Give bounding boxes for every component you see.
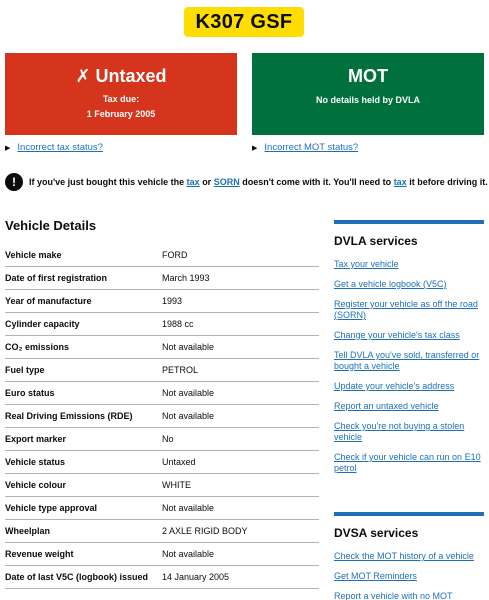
service-link[interactable]: Register your vehicle as off the road (SORN) xyxy=(334,299,478,320)
warning-text-part: doesn't come with it. You'll need to xyxy=(239,177,394,187)
row-label: Cylinder capacity xyxy=(5,319,80,329)
tax-status-panel xyxy=(5,53,237,135)
table-row xyxy=(5,313,319,336)
table-row xyxy=(5,382,319,405)
service-link[interactable]: Get a vehicle logbook (V5C) xyxy=(334,279,447,289)
row-label: Euro status xyxy=(5,388,55,398)
service-link[interactable]: Check you're not buying a stolen vehicle xyxy=(334,421,465,442)
warning-text-part: or xyxy=(199,177,214,187)
row-label: Real Driving Emissions (RDE) xyxy=(5,411,133,421)
dvsa-services-list xyxy=(334,551,484,600)
row-label: Date of last V5C (logbook) issued xyxy=(5,572,149,582)
incorrect-tax-toggle[interactable] xyxy=(5,142,103,153)
row-label: Vehicle make xyxy=(5,250,62,260)
table-row xyxy=(5,543,319,566)
row-value: 1988 cc xyxy=(162,319,194,329)
vehicle-details-table xyxy=(5,244,319,589)
section-divider xyxy=(334,512,484,516)
warning-text-part: If you've just bought this vehicle the xyxy=(29,177,187,187)
row-value: Not available xyxy=(162,388,215,398)
warning-text-part: it before driving it. xyxy=(406,177,488,187)
table-row xyxy=(5,428,319,451)
service-link[interactable]: Check the MOT history of a vehicle xyxy=(334,551,474,561)
row-value: 14 January 2005 xyxy=(162,572,230,582)
table-row xyxy=(5,451,319,474)
table-row xyxy=(5,405,319,428)
triangle-right-icon: ▶ xyxy=(252,144,258,152)
service-link[interactable]: Check if your vehicle can run on E10 petrol xyxy=(334,452,481,473)
table-row xyxy=(5,290,319,313)
service-link[interactable]: Report an untaxed vehicle xyxy=(334,401,439,411)
dvla-services-sidebar xyxy=(334,220,484,483)
mot-status-text: No details held by DVLA xyxy=(315,95,420,105)
row-value: No xyxy=(162,434,174,444)
row-label: Vehicle status xyxy=(5,457,66,467)
tax-due-label: Tax due: xyxy=(102,94,140,104)
service-link[interactable]: Change your vehicle's tax class xyxy=(334,330,460,340)
row-label: Wheelplan xyxy=(5,526,51,536)
row-value: FORD xyxy=(162,250,188,260)
triangle-right-icon: ▶ xyxy=(5,144,11,152)
warning-text xyxy=(29,176,488,188)
section-divider xyxy=(334,220,484,224)
dvla-services-heading: DVLA services xyxy=(334,234,418,248)
row-value: Untaxed xyxy=(162,457,196,467)
dvsa-services-heading: DVSA services xyxy=(334,526,419,540)
service-link[interactable]: Tell DVLA you've sold, transferred or bought a vehicle xyxy=(334,350,480,371)
dvla-services-list xyxy=(334,259,484,474)
tax-link[interactable]: tax xyxy=(186,177,200,187)
row-label: Year of manufacture xyxy=(5,296,92,306)
tax-it-link[interactable]: tax xyxy=(393,177,407,187)
row-value: Not available xyxy=(162,549,215,559)
row-value: PETROL xyxy=(162,365,199,375)
row-label: CO₂ emissions xyxy=(5,342,70,352)
row-label: Vehicle type approval xyxy=(5,503,98,513)
warning-notice xyxy=(5,173,488,191)
mot-status-panel xyxy=(252,53,484,135)
row-value: Not available xyxy=(162,342,215,352)
table-row xyxy=(5,336,319,359)
table-row xyxy=(5,497,319,520)
table-row xyxy=(5,474,319,497)
incorrect-tax-link[interactable]: Incorrect tax status? xyxy=(17,142,103,153)
row-value: 1993 xyxy=(162,296,183,306)
service-link[interactable]: Get MOT Reminders xyxy=(334,571,417,581)
mot-status-title: MOT xyxy=(348,66,388,86)
row-value: 2 AXLE RIGID BODY xyxy=(162,526,248,536)
service-link[interactable]: Report a vehicle with no MOT xyxy=(334,591,453,600)
dvsa-services-sidebar xyxy=(334,512,484,600)
table-row xyxy=(5,520,319,543)
table-row xyxy=(5,566,319,589)
row-value: Not available xyxy=(162,411,215,421)
warning-icon: ! xyxy=(5,173,23,191)
tax-due-date: 1 February 2005 xyxy=(86,109,156,119)
service-link[interactable]: Update your vehicle's address xyxy=(334,381,455,391)
row-value: Not available xyxy=(162,503,215,513)
row-label: Fuel type xyxy=(5,365,45,375)
registration-plate: K307 GSF xyxy=(184,7,304,37)
service-link[interactable]: Tax your vehicle xyxy=(334,259,399,269)
row-label: Date of first registration xyxy=(5,273,108,283)
row-label: Revenue weight xyxy=(5,549,74,559)
table-row xyxy=(5,244,319,267)
incorrect-mot-toggle[interactable] xyxy=(252,142,358,153)
sorn-link[interactable]: SORN xyxy=(213,177,240,187)
row-value: WHITE xyxy=(162,480,191,490)
table-row xyxy=(5,359,319,382)
vehicle-details-heading: Vehicle Details xyxy=(5,218,97,233)
row-value: March 1993 xyxy=(162,273,210,283)
incorrect-mot-link[interactable]: Incorrect MOT status? xyxy=(264,142,359,153)
tax-status-title: ✗ Untaxed xyxy=(75,66,167,86)
table-row xyxy=(5,267,319,290)
row-label: Export marker xyxy=(5,434,67,444)
row-label: Vehicle colour xyxy=(5,480,67,490)
